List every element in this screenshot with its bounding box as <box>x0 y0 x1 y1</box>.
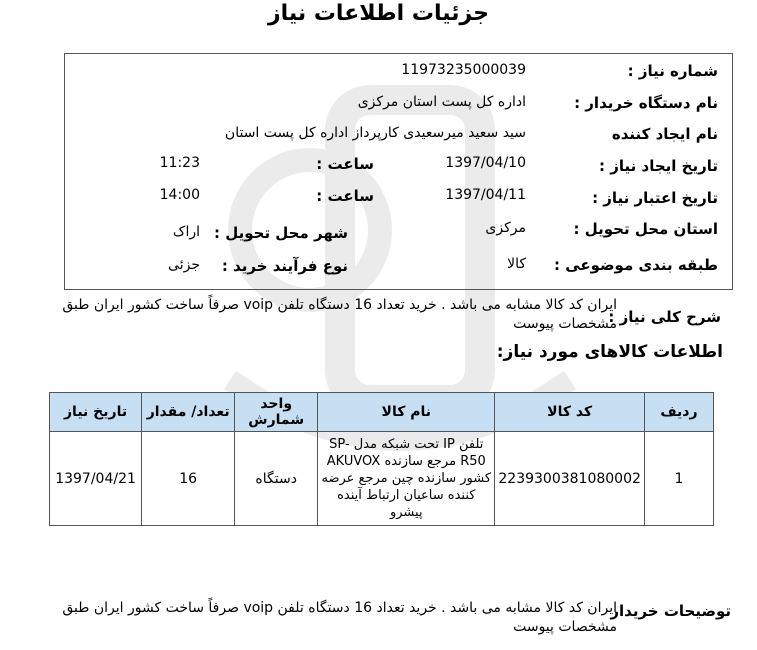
created-date-label: تاریخ ایجاد نیاز : <box>599 157 718 175</box>
col-code: کد کالا <box>495 393 645 432</box>
buyer-org-value: اداره کل پست استان مرکزی <box>357 94 526 110</box>
category-label: طبقه بندی موضوعی : <box>554 256 718 274</box>
col-unit: واحد شمارش <box>235 393 318 432</box>
city-value: اراک <box>172 224 200 240</box>
creator-label: نام ایجاد کننده <box>611 125 718 143</box>
col-date: تاریخ نیاز <box>50 393 142 432</box>
cell-date: 1397/04/21 <box>50 432 142 526</box>
summary-text: ایران کد کالا مشابه می باشد . خرید تعداد 16 دستگاه تلفن voip صرفاً ساخت کشور ایران طبق مشخصات پیوست <box>62 297 617 332</box>
cell-qty: 16 <box>142 432 235 526</box>
need-number-value: 11973235000039 <box>401 62 526 78</box>
page-title: جزئیات اطلاعات نیاز <box>268 1 489 26</box>
goods-section-title: اطلاعات کالاهای مورد نیاز: <box>496 342 723 362</box>
buyer-notes-text: ایران کد کالا مشابه می باشد . خرید تعداد 16 دستگاه تلفن voip صرفاً ساخت کشور ایران طبق مشخصات پیوست <box>62 600 617 635</box>
cell-name: تلفن IP تحت شبکه مدل SP-R50 مرجع سازنده AKUVOX کشور سازنده چین مرجع عرضه کننده ساعیان ارتباط آینده پیشرو <box>318 432 495 526</box>
col-row: ردیف <box>644 393 713 432</box>
valid-time-value: 14:00 <box>159 187 200 203</box>
created-time-label: ساعت : <box>316 155 374 173</box>
cell-row: 1 <box>644 432 713 526</box>
need-number-label: شماره نیاز : <box>627 62 718 80</box>
summary-label: شرح کلی نیاز : <box>608 308 721 326</box>
buyer-notes-label: توضیحات خریدار <box>610 602 731 620</box>
process-label: نوع فرآیند خرید : <box>221 257 348 275</box>
buyer-org-label: نام دستگاه خریدار : <box>574 94 718 112</box>
province-label: استان محل تحویل : <box>573 220 718 238</box>
creator-value: سید سعید میرسعیدی کارپرداز اداره کل پست استان <box>224 125 526 141</box>
city-label: شهر محل تحویل : <box>213 224 348 242</box>
valid-date-value: 1397/04/11 <box>445 187 526 203</box>
province-value: مرکزی <box>485 220 526 236</box>
col-name: نام کالا <box>318 393 495 432</box>
cell-unit: دستگاه <box>235 432 318 526</box>
goods-table <box>49 392 714 526</box>
col-qty: تعداد/ مقدار <box>142 393 235 432</box>
cell-code: 2239300381080002 <box>495 432 645 526</box>
created-date-value: 1397/04/10 <box>445 155 526 171</box>
process-value: جزئی <box>168 257 200 273</box>
created-time-value: 11:23 <box>159 155 200 171</box>
need-info-panel <box>64 53 733 290</box>
valid-date-label: تاریخ اعتبار نیاز : <box>592 189 718 207</box>
goods-table-header <box>50 393 714 432</box>
table-row <box>50 432 714 526</box>
valid-time-label: ساعت : <box>316 187 374 205</box>
category-value: کالا <box>507 256 526 272</box>
